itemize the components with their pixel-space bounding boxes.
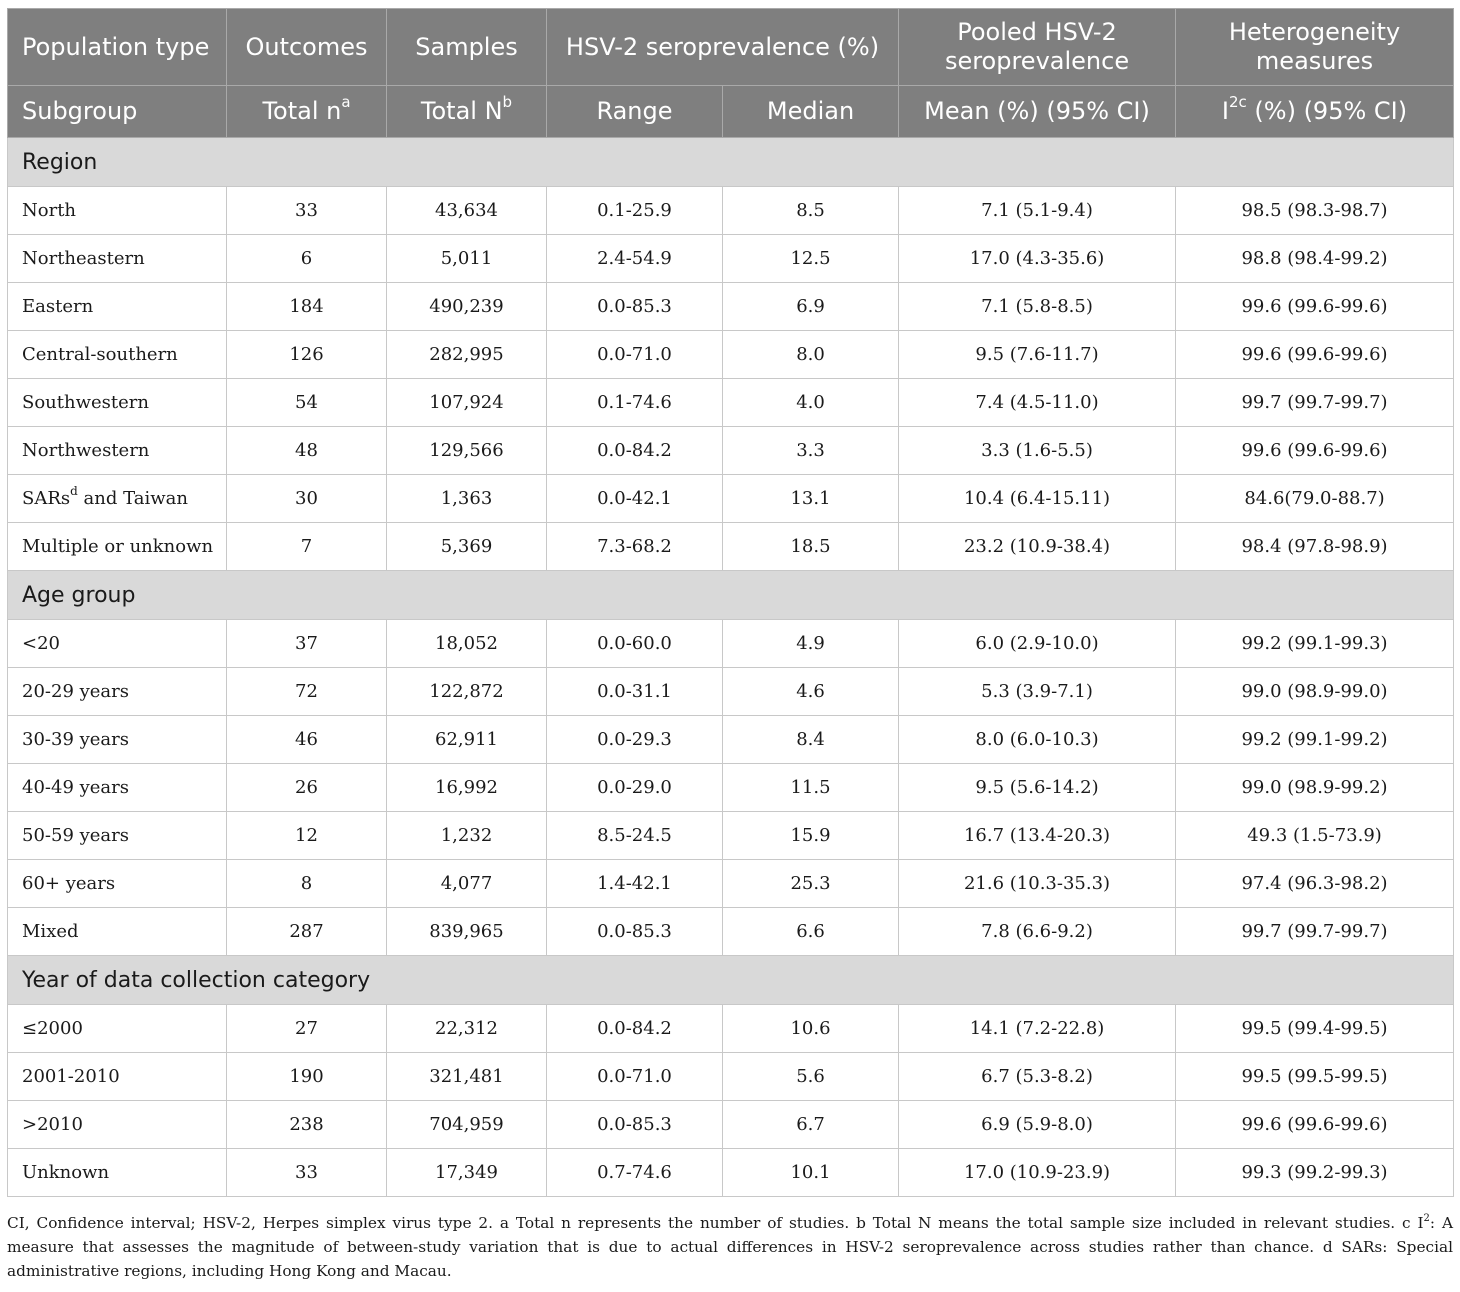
cell-subgroup — [8, 1053, 227, 1101]
header-total-N — [387, 86, 547, 138]
header-median: Median — [723, 86, 899, 138]
header-total-n-sup: a — [341, 93, 351, 111]
header-total-n — [227, 86, 387, 138]
subgroup-label: Multiple or unknown — [22, 536, 214, 557]
section-title: Age group — [8, 571, 1454, 620]
header-total-N-label: Total N — [420, 97, 503, 125]
subgroup-label: 50-59 years — [22, 825, 130, 846]
cell-median: 8.5 — [723, 187, 899, 235]
cell-total-N: 5,369 — [387, 523, 547, 571]
footnote-part1: CI, Confidence interval; HSV-2, Herpes simplex virus type 2. a Total n represents the number of studies. b Total N means the total sample size included in relevant studies. c I — [7, 1214, 1424, 1232]
table-row — [8, 1149, 1454, 1197]
cell-subgroup — [8, 475, 227, 523]
cell-total-n: 12 — [227, 812, 387, 860]
cell-subgroup — [8, 187, 227, 235]
cell-median: 6.7 — [723, 1101, 899, 1149]
cell-total-n: 26 — [227, 764, 387, 812]
cell-median: 3.3 — [723, 427, 899, 475]
subgroup-label: Central-southern — [22, 344, 178, 365]
cell-range: 0.0-29.3 — [547, 716, 723, 764]
cell-i2: 98.8 (98.4-99.2) — [1176, 235, 1454, 283]
cell-range: 0.0-71.0 — [547, 331, 723, 379]
cell-i2: 99.3 (99.2-99.3) — [1176, 1149, 1454, 1197]
cell-range: 0.0-84.2 — [547, 1005, 723, 1053]
cell-total-N: 62,911 — [387, 716, 547, 764]
subgroup-sup: d — [70, 484, 78, 498]
cell-total-N: 1,232 — [387, 812, 547, 860]
subgroup-label: Northeastern — [22, 248, 145, 269]
cell-range: 0.1-74.6 — [547, 379, 723, 427]
cell-range: 0.0-85.3 — [547, 908, 723, 956]
cell-total-n: 190 — [227, 1053, 387, 1101]
cell-i2: 99.6 (99.6-99.6) — [1176, 331, 1454, 379]
cell-pooled-mean: 7.4 (4.5-11.0) — [899, 379, 1176, 427]
cell-median: 12.5 — [723, 235, 899, 283]
cell-pooled-mean: 7.8 (6.6-9.2) — [899, 908, 1176, 956]
cell-i2: 99.5 (99.4-99.5) — [1176, 1005, 1454, 1053]
table-row — [8, 475, 1454, 523]
subgroup-label: 40-49 years — [22, 777, 130, 798]
cell-i2: 99.5 (99.5-99.5) — [1176, 1053, 1454, 1101]
header-subgroup: Subgroup — [8, 86, 227, 138]
header-mean-ci: Mean (%) (95% CI) — [899, 86, 1176, 138]
cell-subgroup — [8, 620, 227, 668]
cell-pooled-mean: 9.5 (7.6-11.7) — [899, 331, 1176, 379]
header-hsv2-seroprevalence: HSV-2 seroprevalence (%) — [547, 9, 899, 86]
cell-range: 0.0-85.3 — [547, 283, 723, 331]
subgroup-label: <20 — [22, 633, 60, 654]
header-row-2 — [8, 86, 1454, 138]
cell-subgroup — [8, 235, 227, 283]
section-title: Region — [8, 138, 1454, 187]
table-row — [8, 283, 1454, 331]
table-row — [8, 523, 1454, 571]
cell-i2: 84.6(79.0-88.7) — [1176, 475, 1454, 523]
cell-pooled-mean: 3.3 (1.6-5.5) — [899, 427, 1176, 475]
cell-range: 0.1-25.9 — [547, 187, 723, 235]
cell-range: 0.0-71.0 — [547, 1053, 723, 1101]
cell-pooled-mean: 23.2 (10.9-38.4) — [899, 523, 1176, 571]
cell-pooled-mean: 6.9 (5.9-8.0) — [899, 1101, 1176, 1149]
cell-total-n: 238 — [227, 1101, 387, 1149]
table-row — [8, 1005, 1454, 1053]
cell-total-n: 126 — [227, 331, 387, 379]
subgroup-label: North — [22, 200, 77, 221]
cell-total-N: 1,363 — [387, 475, 547, 523]
section-row — [8, 571, 1454, 620]
cell-range: 7.3-68.2 — [547, 523, 723, 571]
cell-median: 13.1 — [723, 475, 899, 523]
cell-median: 4.0 — [723, 379, 899, 427]
cell-range: 0.0-84.2 — [547, 427, 723, 475]
cell-total-n: 7 — [227, 523, 387, 571]
cell-median: 6.9 — [723, 283, 899, 331]
footnote-part2: : A measure that assesses the magnitude of between-study variation that is due to actual differences in HSV-2 seroprevalence across studies rather than chance. d SARs: Special administrative regions, including Hong Kong and Macau. — [7, 1214, 1453, 1280]
cell-subgroup — [8, 812, 227, 860]
cell-total-N: 704,959 — [387, 1101, 547, 1149]
header-i2-prefix: I — [1221, 97, 1229, 125]
subgroup-label: Eastern — [22, 296, 94, 317]
table-row — [8, 427, 1454, 475]
cell-total-N: 321,481 — [387, 1053, 547, 1101]
cell-total-N: 122,872 — [387, 668, 547, 716]
cell-total-n: 8 — [227, 860, 387, 908]
header-pooled-seroprevalence: Pooled HSV-2 seroprevalence — [899, 9, 1176, 86]
cell-subgroup — [8, 379, 227, 427]
header-i2-ci — [1176, 86, 1454, 138]
header-samples: Samples — [387, 9, 547, 86]
table-row — [8, 668, 1454, 716]
subgroup-label: Unknown — [22, 1162, 110, 1183]
table-row — [8, 187, 1454, 235]
cell-pooled-mean: 17.0 (4.3-35.6) — [899, 235, 1176, 283]
cell-total-n: 30 — [227, 475, 387, 523]
cell-total-N: 107,924 — [387, 379, 547, 427]
cell-median: 5.6 — [723, 1053, 899, 1101]
cell-i2: 99.6 (99.6-99.6) — [1176, 1101, 1454, 1149]
cell-total-N: 22,312 — [387, 1005, 547, 1053]
subgroup-label: 2001-2010 — [22, 1066, 120, 1087]
cell-median: 8.0 — [723, 331, 899, 379]
cell-median: 6.6 — [723, 908, 899, 956]
cell-median: 25.3 — [723, 860, 899, 908]
cell-total-N: 16,992 — [387, 764, 547, 812]
table-body — [8, 138, 1454, 1197]
subgroup-rest: and Taiwan — [77, 488, 188, 509]
cell-pooled-mean: 16.7 (13.4-20.3) — [899, 812, 1176, 860]
cell-pooled-mean: 8.0 (6.0-10.3) — [899, 716, 1176, 764]
cell-i2: 99.2 (99.1-99.3) — [1176, 620, 1454, 668]
cell-i2: 97.4 (96.3-98.2) — [1176, 860, 1454, 908]
table-row — [8, 235, 1454, 283]
table-row — [8, 860, 1454, 908]
cell-subgroup — [8, 427, 227, 475]
cell-subgroup — [8, 283, 227, 331]
cell-range: 2.4-54.9 — [547, 235, 723, 283]
header-population-type: Population type — [8, 9, 227, 86]
cell-total-N: 18,052 — [387, 620, 547, 668]
subgroup-label: >2010 — [22, 1114, 83, 1135]
cell-i2: 99.6 (99.6-99.6) — [1176, 283, 1454, 331]
cell-total-n: 37 — [227, 620, 387, 668]
cell-median: 10.1 — [723, 1149, 899, 1197]
cell-median: 15.9 — [723, 812, 899, 860]
cell-pooled-mean: 7.1 (5.1-9.4) — [899, 187, 1176, 235]
cell-median: 4.6 — [723, 668, 899, 716]
cell-i2: 49.3 (1.5-73.9) — [1176, 812, 1454, 860]
subgroup-label: SARs — [22, 488, 71, 509]
cell-total-n: 48 — [227, 427, 387, 475]
cell-subgroup — [8, 331, 227, 379]
cell-total-N: 17,349 — [387, 1149, 547, 1197]
cell-pooled-mean: 6.0 (2.9-10.0) — [899, 620, 1176, 668]
cell-subgroup — [8, 1149, 227, 1197]
cell-range: 1.4-42.1 — [547, 860, 723, 908]
cell-i2: 98.5 (98.3-98.7) — [1176, 187, 1454, 235]
cell-total-N: 839,965 — [387, 908, 547, 956]
cell-subgroup — [8, 668, 227, 716]
cell-subgroup — [8, 860, 227, 908]
cell-total-N: 4,077 — [387, 860, 547, 908]
cell-pooled-mean: 21.6 (10.3-35.3) — [899, 860, 1176, 908]
cell-total-N: 5,011 — [387, 235, 547, 283]
seroprevalence-table — [7, 8, 1454, 1197]
table-row — [8, 812, 1454, 860]
table-container — [7, 8, 1453, 1197]
cell-pooled-mean: 5.3 (3.9-7.1) — [899, 668, 1176, 716]
cell-median: 18.5 — [723, 523, 899, 571]
cell-i2: 99.0 (98.9-99.2) — [1176, 764, 1454, 812]
cell-range: 0.0-85.3 — [547, 1101, 723, 1149]
cell-range: 0.7-74.6 — [547, 1149, 723, 1197]
cell-total-n: 33 — [227, 1149, 387, 1197]
cell-subgroup — [8, 908, 227, 956]
cell-i2: 99.7 (99.7-99.7) — [1176, 379, 1454, 427]
table-row — [8, 908, 1454, 956]
section-row — [8, 138, 1454, 187]
cell-i2: 98.4 (97.8-98.9) — [1176, 523, 1454, 571]
cell-total-N: 43,634 — [387, 187, 547, 235]
cell-subgroup — [8, 764, 227, 812]
table-footnote — [7, 1211, 1453, 1283]
cell-subgroup — [8, 1101, 227, 1149]
subgroup-label: ≤2000 — [22, 1018, 83, 1039]
table-header — [8, 9, 1454, 138]
cell-range: 8.5-24.5 — [547, 812, 723, 860]
table-row — [8, 331, 1454, 379]
cell-i2: 99.7 (99.7-99.7) — [1176, 908, 1454, 956]
cell-range: 0.0-42.1 — [547, 475, 723, 523]
table-row — [8, 1053, 1454, 1101]
cell-total-n: 33 — [227, 187, 387, 235]
cell-pooled-mean: 17.0 (10.9-23.9) — [899, 1149, 1176, 1197]
table-row — [8, 1101, 1454, 1149]
header-i2-sup: 2c — [1228, 93, 1247, 111]
cell-range: 0.0-31.1 — [547, 668, 723, 716]
header-range: Range — [547, 86, 723, 138]
subgroup-label: 20-29 years — [22, 681, 130, 702]
cell-pooled-mean: 10.4 (6.4-15.11) — [899, 475, 1176, 523]
cell-total-n: 46 — [227, 716, 387, 764]
cell-pooled-mean: 9.5 (5.6-14.2) — [899, 764, 1176, 812]
section-row — [8, 956, 1454, 1005]
header-total-N-sup: b — [502, 93, 513, 111]
cell-pooled-mean: 14.1 (7.2-22.8) — [899, 1005, 1176, 1053]
header-total-n-label: Total n — [262, 97, 342, 125]
cell-subgroup — [8, 1005, 227, 1053]
cell-pooled-mean: 7.1 (5.8-8.5) — [899, 283, 1176, 331]
cell-total-N: 282,995 — [387, 331, 547, 379]
cell-i2: 99.6 (99.6-99.6) — [1176, 427, 1454, 475]
cell-median: 8.4 — [723, 716, 899, 764]
cell-range: 0.0-60.0 — [547, 620, 723, 668]
header-row-1 — [8, 9, 1454, 86]
header-i2-suffix: (%) (95% CI) — [1246, 97, 1408, 125]
cell-median: 4.9 — [723, 620, 899, 668]
cell-i2: 99.2 (99.1-99.2) — [1176, 716, 1454, 764]
header-outcomes: Outcomes — [227, 9, 387, 86]
section-title: Year of data collection category — [8, 956, 1454, 1005]
cell-total-N: 129,566 — [387, 427, 547, 475]
subgroup-label: 60+ years — [22, 873, 116, 894]
cell-total-n: 54 — [227, 379, 387, 427]
subgroup-label: Northwestern — [22, 440, 150, 461]
cell-total-n: 184 — [227, 283, 387, 331]
subgroup-label: 30-39 years — [22, 729, 130, 750]
cell-subgroup — [8, 523, 227, 571]
cell-total-n: 27 — [227, 1005, 387, 1053]
subgroup-label: Mixed — [22, 921, 79, 942]
table-row — [8, 764, 1454, 812]
cell-total-N: 490,239 — [387, 283, 547, 331]
cell-range: 0.0-29.0 — [547, 764, 723, 812]
cell-i2: 99.0 (98.9-99.0) — [1176, 668, 1454, 716]
table-row — [8, 379, 1454, 427]
table-row — [8, 716, 1454, 764]
cell-median: 10.6 — [723, 1005, 899, 1053]
cell-total-n: 287 — [227, 908, 387, 956]
header-heterogeneity: Heterogeneity measures — [1176, 9, 1454, 86]
subgroup-label: Southwestern — [22, 392, 149, 413]
table-row — [8, 620, 1454, 668]
cell-total-n: 72 — [227, 668, 387, 716]
cell-pooled-mean: 6.7 (5.3-8.2) — [899, 1053, 1176, 1101]
cell-subgroup — [8, 716, 227, 764]
cell-median: 11.5 — [723, 764, 899, 812]
cell-total-n: 6 — [227, 235, 387, 283]
footnote-sup: 2 — [1423, 1212, 1430, 1224]
